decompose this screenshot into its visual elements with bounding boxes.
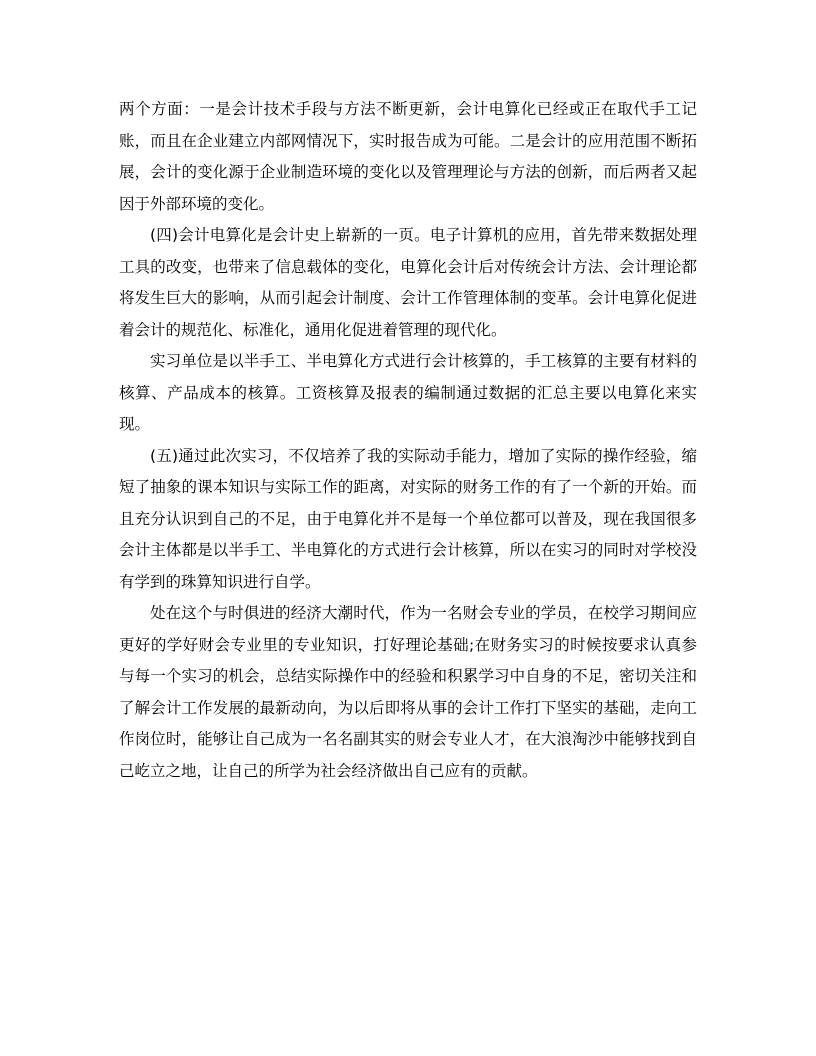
paragraph-internship-unit: 实习单位是以半手工、半电算化方式进行会计核算的，手工核算的主要有材料的核算、产品成本的核算。工资核算及报表的编制通过数据的汇总主要以电算化来实现。	[119, 352, 697, 433]
paragraph-section-four: (四)会计电算化是会计史上崭新的一页。电子计算机的应用，首先带来数据处理工具的改变，也带来了信息载体的变化，电算化会计后对传统会计方法、会计理论都将发生巨大的影响，从而引起会计制度、会计工作管理体制的变革。会计电算化促进着会计的规范化、标准化，通用化促进着管理的现代化。	[119, 226, 697, 339]
paragraph-continuation: 两个方面：一是会计技术手段与方法不断更新，会计电算化已经或正在取代手工记账，而且在企业建立内部网情况下，实时报告成为可能。二是会计的应用范围不断拓展，会计的变化源于企业制造环境的变化以及管理理论与方法的创新，而后两者又起因于外部环境的变化。	[119, 100, 697, 213]
paragraph-section-five: (五)通过此次实习，不仅培养了我的实际动手能力，增加了实际的操作经验，缩短了抽象的课本知识与实际工作的距离，对实际的财务工作的有了一个新的开始。而且充分认识到自己的不足，由于电算化并不是每一个单位都可以普及，现在我国很多会计主体都是以半手工、半电算化的方式进行会计核算，所以在实习的同时对学校没有学到的珠算知识进行自学。	[119, 446, 697, 591]
document-body	[119, 94, 697, 787]
paragraph-conclusion: 处在这个与时俱进的经济大潮时代，作为一名财会专业的学员，在校学习期间应更好的学好财会专业里的专业知识，打好理论基础;在财务实习的时候按要求认真参与每一个实习的机会，总结实际操作中的经验和积累学习中自身的不足，密切关注和了解会计工作发展的最新动向，为以后即将从事的会计工作打下坚实的基础，走向工作岗位时，能够让自己成为一名名副其实的财会专业人才，在大浪淘沙中能够找到自己屹立之地，让自己的所学为社会经济做出自己应有的贡献。	[119, 604, 697, 780]
